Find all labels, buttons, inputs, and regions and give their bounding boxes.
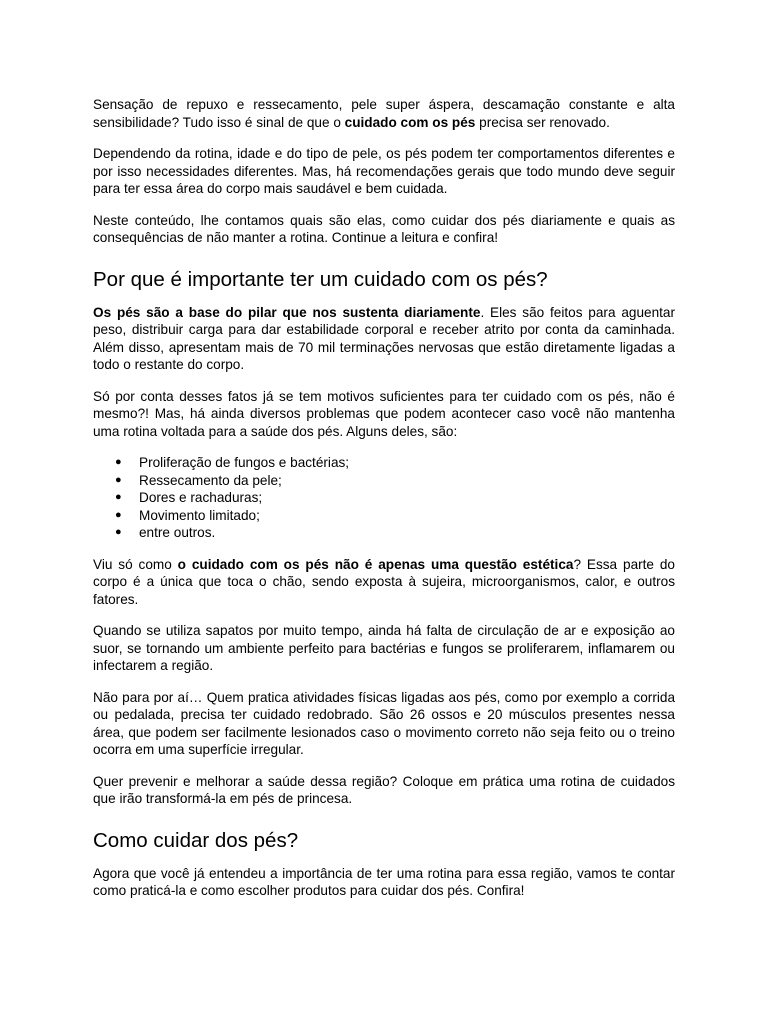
base-pillar-bold: Os pés são a base do pilar que nos sustenta diariamente bbox=[93, 304, 481, 320]
bullet-icon: ● bbox=[115, 456, 122, 468]
paragraph-how-to: Agora que você já entendeu a importância de ter uma rotina para essa região, vamos te contar como praticá-la e como escolher produtos para cuidar dos pés. Confira! bbox=[93, 865, 675, 898]
intro-paragraph bbox=[93, 96, 675, 131]
bullet-icon: ● bbox=[115, 491, 122, 503]
aesthetic-bold: o cuidado com os pés não é apenas uma questão estética bbox=[177, 556, 574, 572]
paragraph-reasons: Só por conta desses fatos já se tem motivos suficientes para ter cuidado com os pés, não é mesmo?! Mas, há ainda diversos problemas que podem acontecer caso você não mantenha uma rotina voltada para a saúde dos pés. Alguns deles, são: bbox=[93, 388, 675, 439]
base-pillar-text: . Eles são feitos para aguentar peso, distribuir carga para dar estabilidade corporal e receber atrito por conta da caminhada. Além disso, apresentam mais de 70 mil terminações nervosas que estão diretamente ligadas a todo o restante do corpo. bbox=[93, 304, 675, 372]
paragraph-aesthetic: Viu só como o cuidado com os pés não é apenas uma questão estética? Essa parte do corpo é a única que toca o chão, sendo exposta à sujeira, microorganismos, calor, e outros fatores. bbox=[93, 556, 675, 607]
bullet-icon: ● bbox=[115, 508, 122, 521]
intro-text: Sensação de repuxo e ressecamento, pele super áspera, descamação constante e alta sensibilidade? Tudo isso é sinal de que o bbox=[93, 97, 675, 130]
paragraph-base-pillar bbox=[93, 304, 675, 374]
list-item: ● entre outros. bbox=[115, 525, 216, 540]
paragraph-shoes: Quando se utiliza sapatos por muito tempo, ainda há falta de circulação de ar e exposição ao suor, se tornando um ambiente perfeito para bactérias e fungos se proliferarem, inflamarem ou infectarem a região. bbox=[93, 623, 675, 673]
paragraph-sports: Não para por aí… Quem pratica atividades físicas ligadas aos pés, como por exemplo a corrida ou pedalada, precisa ter cuidado redobrado. São 26 ossos e 20 músculos presentes nessa área, que podem ser facilmente lesionados caso o movimento correto não seja feito ou o treino ocorra em uma superfície irregular. bbox=[93, 689, 675, 757]
paragraph-prevent: Quer prevenir e melhorar a saúde dessa região? Coloque em prática uma rotina de cuidados que irão transformá-la em pés de princesa. bbox=[93, 773, 675, 806]
list-item: ● Movimento limitado; bbox=[115, 507, 260, 523]
heading-how-to-care: Como cuidar dos pés? bbox=[93, 828, 299, 852]
intro-text-end: precisa ser renovado. bbox=[475, 114, 610, 130]
list-item: ● Dores e rachaduras; bbox=[115, 490, 263, 505]
intro-bold: cuidado com os pés bbox=[344, 114, 476, 130]
document-page bbox=[93, 96, 675, 914]
paragraph-content: Neste conteúdo, lhe contamos quais são elas, como cuidar dos pés diariamente e quais as consequências de não manter a rotina. Continue a leitura e confira! bbox=[93, 212, 675, 245]
list-item: ● Proliferação de fungos e bactérias; bbox=[115, 455, 350, 470]
bullet-icon: ● bbox=[115, 526, 122, 538]
paragraph-routine: Dependendo da rotina, idade e do tipo de pele, os pés podem ter comportamentos diferentes e por isso necessidades diferentes. Mas, há recomendações gerais que todo mundo deve seguir para ter essa área do corpo mais saudável e bem cuidada. bbox=[93, 146, 675, 196]
problems-list bbox=[93, 454, 675, 542]
heading-why-important: Por que é importante ter um cuidado com os pés? bbox=[93, 267, 548, 291]
bullet-icon: ● bbox=[115, 473, 122, 486]
list-item: ● Ressecamento da pele; bbox=[115, 472, 282, 488]
